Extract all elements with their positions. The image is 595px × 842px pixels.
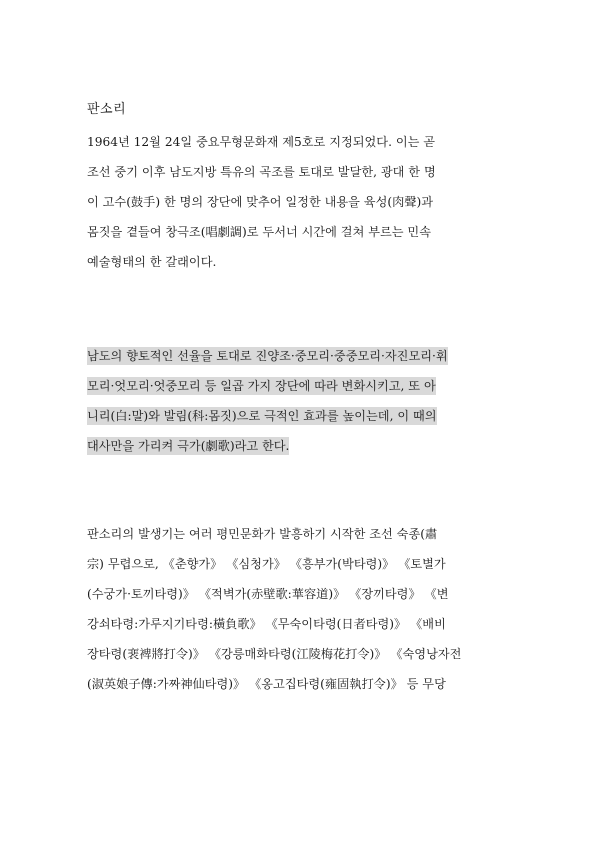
paragraph-1-line: 몸짓을 곁들여 창극조(唱劇調)로 두서너 시간에 걸쳐 부르는 민속 bbox=[87, 225, 431, 239]
paragraph-3-line: 장타령(裵裨將打令)》 《강릉매화타령(江陵梅花打令)》 《숙영낭자전 bbox=[87, 647, 462, 661]
paragraph-1-line: 조선 중기 이후 남도지방 특유의 곡조를 토대로 발달한, 광대 한 명 bbox=[87, 165, 436, 179]
paragraph-1 bbox=[87, 127, 513, 277]
paragraph-1-line: 이 고수(鼓手) 한 명의 장단에 맞추어 일정한 내용을 육성(肉聲)과 bbox=[87, 195, 433, 209]
paragraph-2-line: 남도의 향토적인 선율을 토대로 진양조·중모리·중중모리·자진모리·휘 bbox=[87, 349, 448, 363]
paragraph-3 bbox=[87, 519, 513, 699]
paragraph-1-line: 예술형태의 한 갈래이다. bbox=[87, 255, 217, 269]
paragraph-3-line: (淑英娘子傳:가짜神仙타령)》 《옹고집타령(雍固執打令)》 등 무당 bbox=[87, 677, 446, 691]
paragraph-3-line: (수궁가·토끼타령)》 《적벽가(赤壁歌:華容道)》 《장끼타령》 《변 bbox=[87, 587, 449, 601]
paragraph-2-highlighted bbox=[87, 341, 513, 461]
paragraph-3-line: 강쇠타령:가루지기타령:橫負歌》 《무숙이타령(日者타령)》 《배비 bbox=[87, 617, 446, 631]
paragraph-3-line: 판소리의 발생기는 여러 평민문화가 발흥하기 시작한 조선 숙종(肅 bbox=[87, 527, 438, 541]
paragraph-2-line: 모리·엇모리·엇중모리 등 일곱 가지 장단에 따라 변화시키고, 또 아 bbox=[87, 379, 436, 393]
paragraph-3-line: 宗) 무렵으로, 《춘향가》 《심청가》 《흥부가(박타령)》 《토별가 bbox=[87, 557, 446, 571]
paragraph-1-line: 1964년 12월 24일 중요무형문화재 제5호로 지정되었다. 이는 곧 bbox=[87, 135, 436, 149]
paragraph-2-line: 니리(白:말)와 발림(科:몸짓)으로 극적인 효과를 높이는데, 이 때의 bbox=[87, 409, 437, 423]
paragraph-2-line: 대사만을 가리켜 극가(劇歌)라고 한다. bbox=[87, 439, 290, 453]
document-title: 판소리 bbox=[87, 102, 127, 117]
